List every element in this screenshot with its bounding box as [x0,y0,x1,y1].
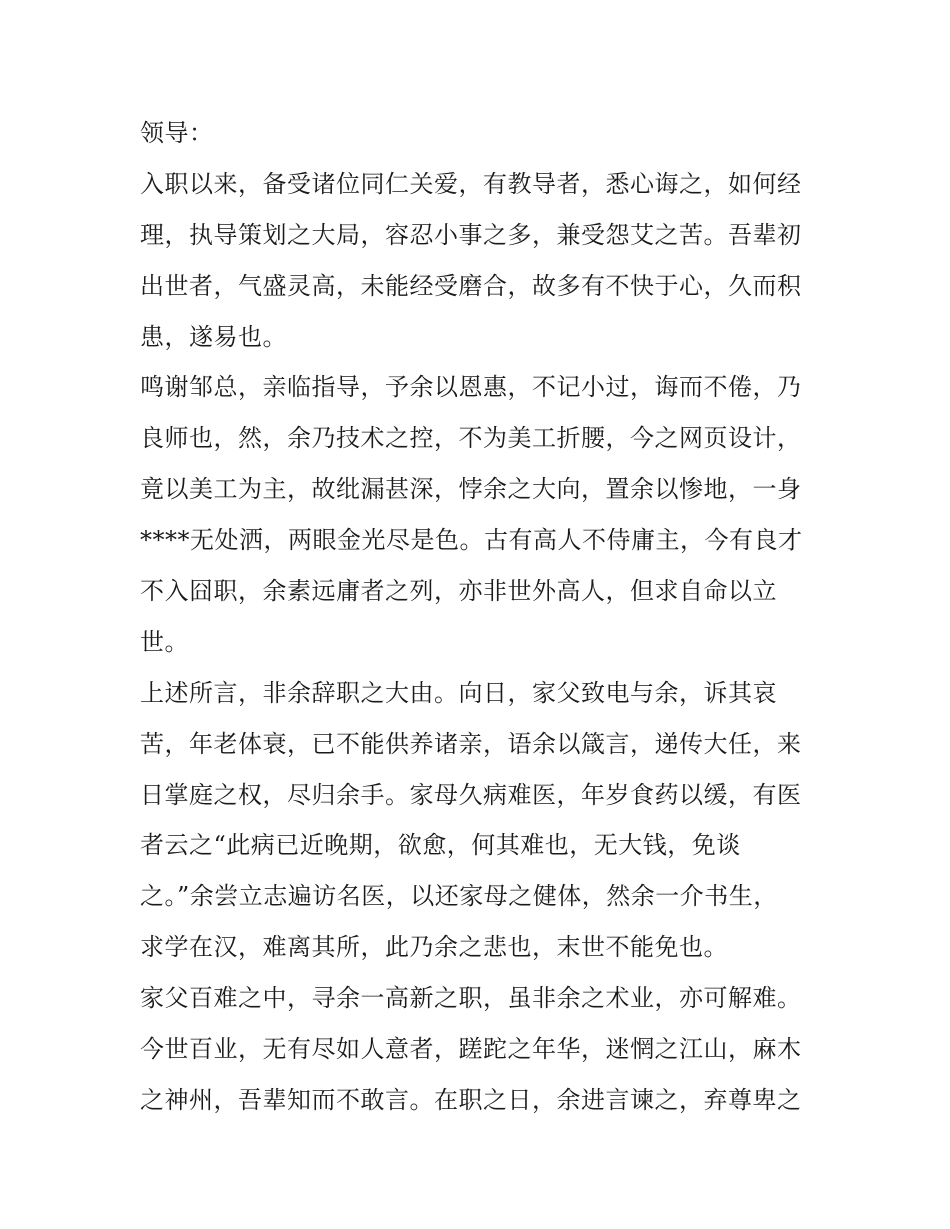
text-line: ****无处洒，两眼金光尽是色。古有高人不侍庸主，今有良才 [140,526,803,555]
text-line: 不入囧职，余素远庸者之列，亦非世外高人，但求自命以立 [140,577,777,606]
text-line: 世。 [140,627,189,656]
text-line: 今世百业，无有尽如人意者，蹉跎之年华，迷惘之江山，麻木 [140,1035,802,1064]
letter-body [140,108,820,1126]
text-line: 求学在汉，难离其所，此乃余之悲也，末世不能免也。 [140,933,728,962]
text-line: 良师也，然，余乃技术之控，不为美工折腰，今之网页设计， [140,424,802,453]
text-line: 出世者，气盛灵高，未能经受磨合，故多有不快于心，久而积 [140,271,802,300]
text-line: 日掌庭之权，尽归余手。家母久病难医，年岁食药以缓，有医 [140,780,802,809]
text-line: 竟以美工为主，故纰漏甚深，悖余之大向，置余以惨地，一身 [140,475,802,504]
text-line: 者云之“此病已近晚期，欲愈，何其难也，无大钱，免谈 [140,831,741,860]
salutation-line: 领导： [140,119,214,147]
text-line: 理，执导策划之大局，容忍小事之多，兼受怨艾之苦。吾辈初 [140,220,802,249]
text-line: 苦，年老体衰，已不能供养诸亲，语余以箴言，递传大任，来 [140,729,802,758]
text-line: 上述所言，非余辞职之大由。向日，家父致电与余，诉其哀 [140,678,777,707]
text-line: 入职以来，备受诸位同仁关爱，有教导者，悉心诲之，如何经 [140,169,802,198]
text-line: 之神州，吾辈知而不敢言。在职之日，余进言谏之，弃尊卑之 [140,1085,802,1114]
text-line: 患，遂易也。 [140,322,287,351]
text-line: 之。”余尝立志遍访名医，以还家母之健体，然余一介书生， [140,882,778,911]
text-line: 家父百难之中，寻余一高新之职，虽非余之术业，亦可解难。 [140,984,802,1013]
text-line: 鸣谢邹总，亲临指导，予余以恩惠，不记小过，诲而不倦，乃 [140,373,802,402]
